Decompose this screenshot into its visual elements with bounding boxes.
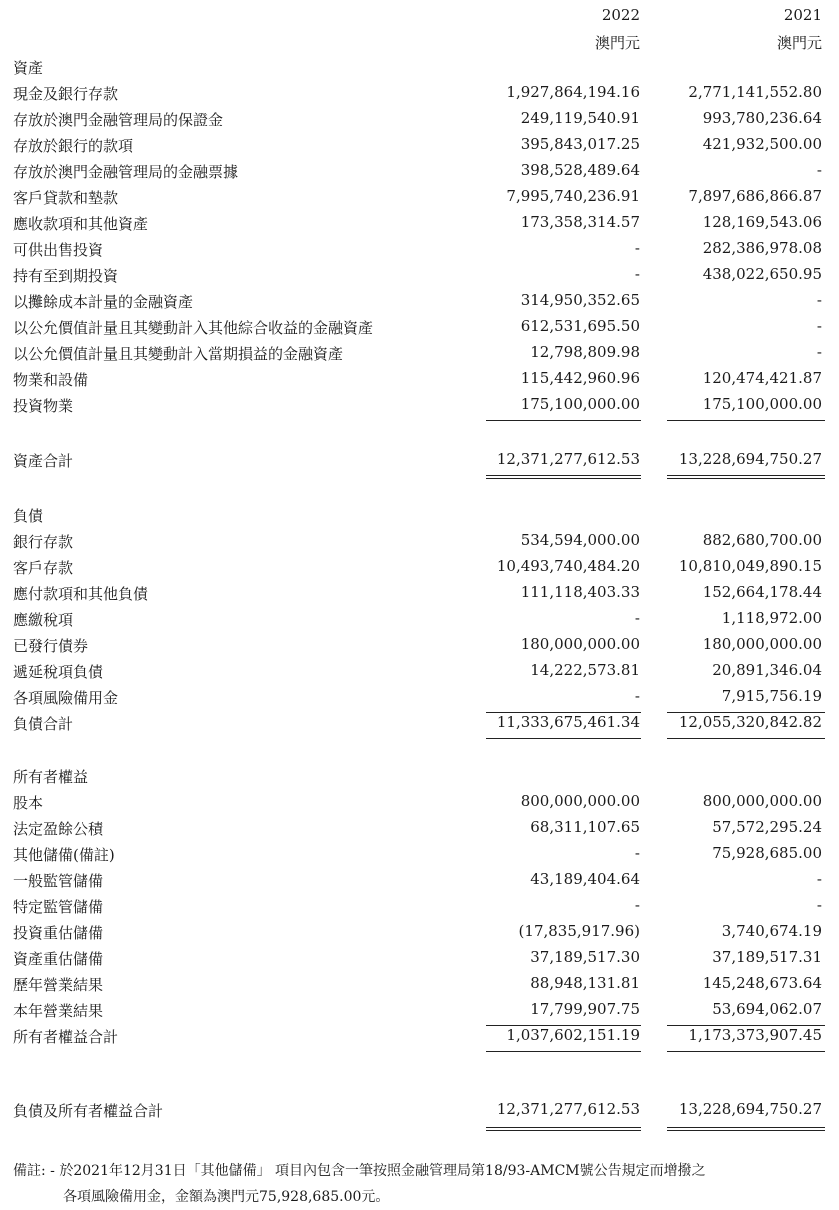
footnote-line-2: 各項風險備用金，金額為澳門元75,928,685.00元。 bbox=[63, 1189, 390, 1205]
total-rule bbox=[667, 1051, 825, 1052]
value-2022: - bbox=[634, 265, 640, 283]
value-2021: 175,100,000.00 bbox=[702, 395, 822, 413]
section-heading-label: 負債 bbox=[13, 507, 44, 525]
total-value-2022: 1,037,602,151.19 bbox=[506, 1026, 640, 1044]
value-2021: 37,189,517.31 bbox=[712, 948, 822, 966]
total-rule bbox=[486, 738, 641, 739]
value-2022: 800,000,000.00 bbox=[520, 792, 640, 810]
table-row bbox=[0, 635, 839, 661]
value-2022: 1,927,864,194.16 bbox=[506, 83, 640, 101]
table-row bbox=[0, 896, 839, 922]
value-2021: 800,000,000.00 bbox=[702, 792, 822, 810]
section-heading-label: 資產 bbox=[13, 59, 44, 77]
total-value-2022: 12,371,277,612.53 bbox=[496, 450, 640, 468]
row-label: 本年營業結果 bbox=[13, 1002, 104, 1020]
total-row-equity bbox=[0, 1026, 839, 1052]
value-2022: - bbox=[634, 609, 640, 627]
value-2022: 175,100,000.00 bbox=[520, 395, 640, 413]
value-2022: 612,531,695.50 bbox=[520, 317, 640, 335]
value-2022: 115,442,960.96 bbox=[520, 369, 640, 387]
row-label: 遞延稅項負債 bbox=[13, 663, 104, 681]
table-row bbox=[0, 83, 839, 109]
value-2022: 249,119,540.91 bbox=[520, 109, 640, 127]
value-2022: - bbox=[634, 239, 640, 257]
row-label: 法定盈餘公積 bbox=[13, 820, 104, 838]
row-label: 以攤餘成本計量的金融資產 bbox=[13, 293, 194, 311]
currency-label-2021: 澳門元 bbox=[776, 34, 822, 52]
section-heading-liabilities bbox=[0, 505, 839, 531]
value-2021: - bbox=[816, 896, 822, 914]
row-label: 其他儲備(備註) bbox=[13, 846, 115, 864]
value-2021: 20,891,346.04 bbox=[712, 661, 822, 679]
subtotal-rule bbox=[486, 420, 641, 421]
value-2021: 282,386,978.08 bbox=[702, 239, 822, 257]
table-row bbox=[0, 135, 839, 161]
value-2021: 57,572,295.24 bbox=[712, 818, 822, 836]
table-row bbox=[0, 265, 839, 291]
table-row bbox=[0, 239, 839, 265]
row-label: 以公允價值計量且其變動計入當期損益的金融資產 bbox=[13, 345, 344, 363]
value-2021: 7,915,756.19 bbox=[721, 687, 822, 705]
value-2021: 53,694,062.07 bbox=[712, 1000, 822, 1018]
total-value-2022: 11,333,675,461.34 bbox=[496, 713, 640, 731]
total-label: 負債合計 bbox=[13, 715, 74, 733]
row-label: 可供出售投資 bbox=[13, 241, 104, 259]
value-2021: 120,474,421.87 bbox=[702, 369, 822, 387]
value-2022: - bbox=[634, 896, 640, 914]
total-label: 資產合計 bbox=[13, 452, 74, 470]
value-2021: 145,248,673.64 bbox=[702, 974, 822, 992]
value-2022: 398,528,489.64 bbox=[520, 161, 640, 179]
double-total-rule bbox=[486, 475, 641, 479]
double-total-rule bbox=[667, 1127, 825, 1131]
table-row bbox=[0, 317, 839, 343]
double-total-rule bbox=[486, 1127, 641, 1131]
grand-total-value-2022: 12,371,277,612.53 bbox=[496, 1100, 640, 1118]
value-2022: (17,835,917.96) bbox=[518, 922, 640, 940]
row-label: 銀行存款 bbox=[13, 533, 74, 551]
value-2021: - bbox=[816, 870, 822, 888]
value-2022: 395,843,017.25 bbox=[520, 135, 640, 153]
row-label: 持有至到期投資 bbox=[13, 267, 119, 285]
row-label: 投資物業 bbox=[13, 397, 74, 415]
row-label: 客戶存款 bbox=[13, 559, 74, 577]
value-2021: - bbox=[816, 343, 822, 361]
value-2021: 7,897,686,866.87 bbox=[688, 187, 822, 205]
column-header-2021: 2021 bbox=[783, 6, 822, 24]
value-2022: 314,950,352.65 bbox=[520, 291, 640, 309]
table-row bbox=[0, 1000, 839, 1026]
value-2021: 180,000,000.00 bbox=[702, 635, 822, 653]
value-2021: 152,664,178.44 bbox=[702, 583, 822, 601]
value-2022: 111,118,403.33 bbox=[520, 583, 640, 601]
total-row-assets bbox=[0, 450, 839, 476]
footnote bbox=[13, 1158, 706, 1210]
table-row bbox=[0, 531, 839, 557]
total-value-2021: 1,173,373,907.45 bbox=[688, 1026, 822, 1044]
table-row bbox=[0, 818, 839, 844]
table-row bbox=[0, 844, 839, 870]
row-label: 現金及銀行存款 bbox=[13, 85, 119, 103]
value-2021: 3,740,674.19 bbox=[721, 922, 822, 940]
table-row bbox=[0, 557, 839, 583]
value-2022: 17,799,907.75 bbox=[530, 1000, 640, 1018]
value-2022: 43,189,404.64 bbox=[530, 870, 640, 888]
table-row bbox=[0, 661, 839, 687]
table-row bbox=[0, 161, 839, 187]
table-row bbox=[0, 792, 839, 818]
table-row bbox=[0, 109, 839, 135]
total-value-2021: 12,055,320,842.82 bbox=[678, 713, 822, 731]
table-row bbox=[0, 948, 839, 974]
row-label: 各項風險備用金 bbox=[13, 689, 119, 707]
value-2021: 2,771,141,552.80 bbox=[688, 83, 822, 101]
value-2022: 12,798,809.98 bbox=[530, 343, 640, 361]
value-2021: 1,118,972.00 bbox=[721, 609, 822, 627]
row-label: 資產重估儲備 bbox=[13, 950, 104, 968]
value-2021: - bbox=[816, 291, 822, 309]
currency-label-2022: 澳門元 bbox=[594, 34, 640, 52]
total-row-liabilities bbox=[0, 713, 839, 739]
value-2022: - bbox=[634, 687, 640, 705]
table-row bbox=[0, 974, 839, 1000]
total-label: 所有者權益合計 bbox=[13, 1028, 119, 1046]
row-label: 應繳稅項 bbox=[13, 611, 74, 629]
value-2022: 173,358,314.57 bbox=[520, 213, 640, 231]
section-heading-equity bbox=[0, 766, 839, 792]
value-2022: 37,189,517.30 bbox=[530, 948, 640, 966]
table-row bbox=[0, 395, 839, 421]
row-label: 歷年營業結果 bbox=[13, 976, 104, 994]
table-row bbox=[0, 187, 839, 213]
row-label: 以公允價值計量且其變動計入其他綜合收益的金融資產 bbox=[13, 319, 374, 337]
row-label: 應付款項和其他負債 bbox=[13, 585, 149, 603]
value-2021: - bbox=[816, 161, 822, 179]
grand-total-row bbox=[0, 1100, 839, 1126]
table-row bbox=[0, 583, 839, 609]
value-2022: 14,222,573.81 bbox=[530, 661, 640, 679]
grand-total-value-2021: 13,228,694,750.27 bbox=[678, 1100, 822, 1118]
row-label: 特定監管儲備 bbox=[13, 898, 104, 916]
row-label: 客戶貸款和墊款 bbox=[13, 189, 119, 207]
value-2021: - bbox=[816, 317, 822, 335]
value-2022: 10,493,740,484.20 bbox=[496, 557, 640, 575]
value-2022: 534,594,000.00 bbox=[520, 531, 640, 549]
subtotal-rule bbox=[667, 420, 825, 421]
total-rule bbox=[486, 1051, 641, 1052]
table-row bbox=[0, 870, 839, 896]
value-2021: 10,810,049,890.15 bbox=[678, 557, 822, 575]
table-row bbox=[0, 369, 839, 395]
value-2022: 88,948,131.81 bbox=[530, 974, 640, 992]
total-value-2021: 13,228,694,750.27 bbox=[678, 450, 822, 468]
table-row bbox=[0, 922, 839, 948]
footnote-line-1: 備註: - 於2021年12月31日「其他儲備」 項目內包含一筆按照金融管理局第18/93-AMCM號公告規定而增撥之 bbox=[13, 1163, 706, 1179]
grand-total-label: 負債及所有者權益合計 bbox=[13, 1102, 164, 1120]
value-2022: - bbox=[634, 844, 640, 862]
value-2021: 438,022,650.95 bbox=[702, 265, 822, 283]
row-label: 存放於澳門金融管理局的金融票據 bbox=[13, 163, 239, 181]
value-2021: 993,780,236.64 bbox=[702, 109, 822, 127]
row-label: 投資重估儲備 bbox=[13, 924, 104, 942]
value-2021: 421,932,500.00 bbox=[702, 135, 822, 153]
table-row bbox=[0, 343, 839, 369]
double-total-rule bbox=[667, 475, 825, 479]
section-heading-label: 所有者權益 bbox=[13, 768, 89, 786]
table-row bbox=[0, 609, 839, 635]
value-2021: 128,169,543.06 bbox=[702, 213, 822, 231]
row-label: 存放於銀行的款項 bbox=[13, 137, 134, 155]
value-2022: 68,311,107.65 bbox=[530, 818, 640, 836]
value-2022: 180,000,000.00 bbox=[520, 635, 640, 653]
row-label: 物業和設備 bbox=[13, 371, 89, 389]
table-row bbox=[0, 291, 839, 317]
row-label: 股本 bbox=[13, 794, 44, 812]
row-label: 應收款項和其他資產 bbox=[13, 215, 149, 233]
table-row bbox=[0, 213, 839, 239]
total-rule bbox=[667, 738, 825, 739]
column-header-2022: 2022 bbox=[601, 6, 640, 24]
value-2021: 75,928,685.00 bbox=[712, 844, 822, 862]
value-2022: 7,995,740,236.91 bbox=[506, 187, 640, 205]
row-label: 已發行債券 bbox=[13, 637, 89, 655]
table-row bbox=[0, 687, 839, 713]
row-label: 一般監管儲備 bbox=[13, 872, 104, 890]
section-heading-assets bbox=[0, 57, 839, 83]
value-2021: 882,680,700.00 bbox=[702, 531, 822, 549]
row-label: 存放於澳門金融管理局的保證金 bbox=[13, 111, 224, 129]
